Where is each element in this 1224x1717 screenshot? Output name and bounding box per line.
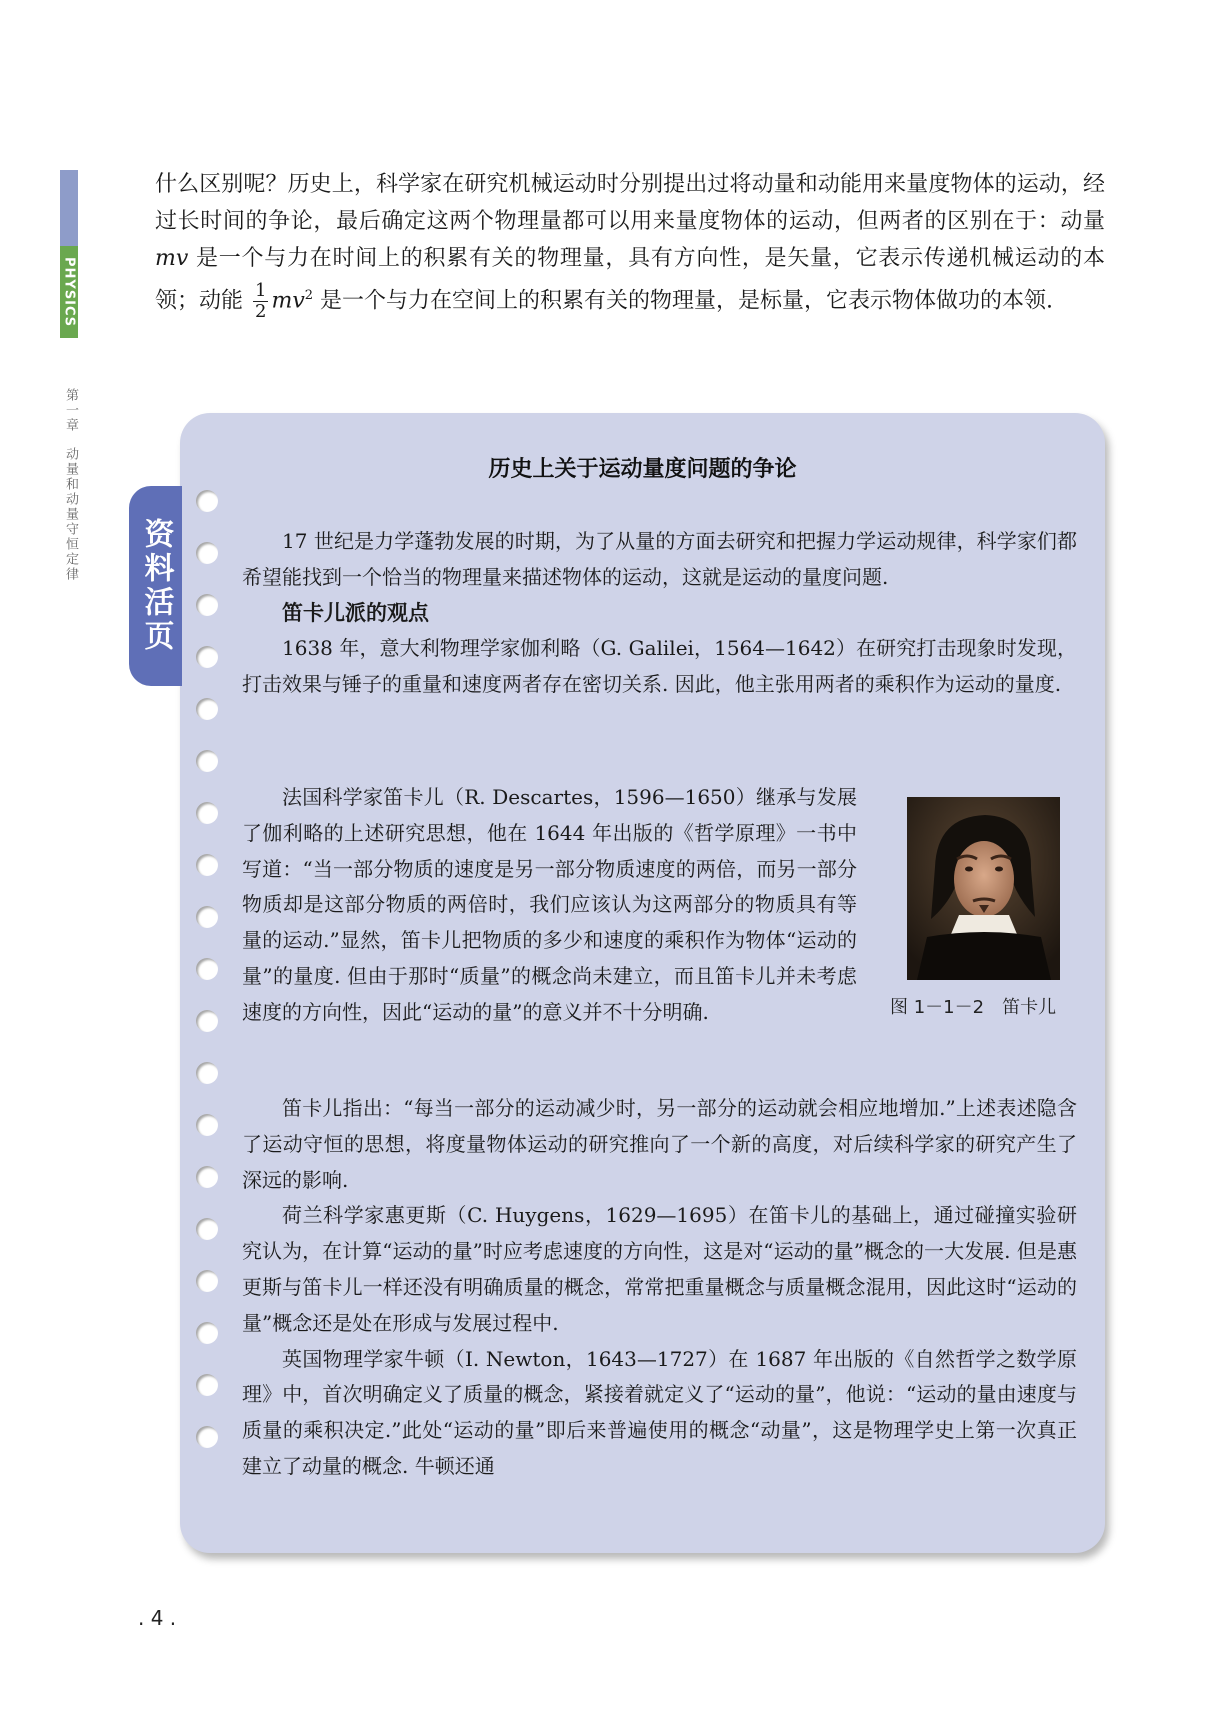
physics-label-block: [60, 246, 78, 338]
physics-label: PHYSICS: [61, 256, 77, 328]
binder-ring-icon: [196, 906, 218, 928]
binder-ring-icon: [196, 1322, 218, 1344]
fraction-numerator: 1: [255, 279, 267, 301]
info-box-body-bottom: [242, 1091, 1077, 1485]
info-box-tab-label: 资料活页: [138, 518, 174, 654]
binder-ring-icon: [196, 594, 218, 616]
descartes-portrait: [907, 797, 1060, 980]
binder-ring-icon: [196, 542, 218, 564]
binder-ring-icon: [196, 1010, 218, 1032]
intro-line2: 是一个与力在时间上的积累有关的物理量，具有方向性，是矢量，它表示传递机械运动的本领；动能: [155, 246, 1105, 314]
chapter-title: 动量和动量守恒定律: [63, 447, 78, 582]
info-box-tab: [129, 486, 182, 686]
intro-line3: 是一个与力在空间上的积累有关的物理量，是标量，它表示物体做功的本领.: [313, 288, 1054, 314]
fraction-denominator: 2: [255, 300, 267, 322]
paragraph-descartes: 法国科学家笛卡儿（R. Descartes，1596—1650）继承与发展了伽利略的上述研究思想，他在 1644 年出版的《哲学原理》一书中写道：“当一部分物质的速度是另一部分物质速度的两倍，而另一部分物质却是这部分物质的两倍时，我们应该认为这两部分的物质具有等量的运动.”显然，笛卡儿把物质的多少和速度的乘积作为物体“运动的量”的量度. 但由于那时“质量”的概念尚未建立，而且笛卡儿并未考虑速度的方向性，因此“运动的量”的意义并不十分明确.: [242, 785, 857, 1024]
figure-caption: 图 1－1－2 笛卡儿: [890, 997, 1057, 1018]
binder-ring-icon: [196, 802, 218, 824]
kinetic-energy-symbol: mv: [271, 288, 305, 314]
info-box-title: 历史上关于运动量度问题的争论: [488, 457, 797, 482]
paragraph-galilei: 1638 年，意大利物理学家伽利略（G. Galilei，1564—1642）在研究打击现象时发现，打击效果与锤子的重量和速度两者存在密切关系. 因此，他主张用两者的乘积作为运动的量度.: [242, 636, 1077, 697]
paragraph-17th-century: 17 世纪是力学蓬勃发展的时期，为了从量的方面去研究和把握力学运动规律，科学家们都希望能找到一个恰当的物理量来描述物体的运动，这就是运动的量度问题.: [242, 529, 1077, 589]
intro-paragraph: [155, 166, 1105, 322]
paragraph-newton: 英国物理学家牛顿（I. Newton，1643—1727）在 1687 年出版的《自然哲学之数学原理》中，首次明确定义了质量的概念，紧接着就定义了“运动的量”，他说：“运动的量由速度与质量的乘积决定.”此处“运动的量”即后来普遍使用的概念“动量”，这是物理学史上第一次真正建立了动量的概念. 牛顿还通: [242, 1346, 1077, 1478]
binder-ring-icon: [196, 1426, 218, 1448]
binder-ring-icon: [196, 958, 218, 980]
kinetic-energy-exponent: 2: [304, 288, 314, 303]
binder-ring-icon: [196, 1218, 218, 1240]
binder-ring-icon: [196, 490, 218, 512]
physics-side-tab: [60, 170, 78, 338]
binder-ring-icon: [196, 1270, 218, 1292]
page-number: . 4 .: [138, 1606, 177, 1630]
chapter-label: [60, 388, 80, 582]
subheading-descartes-view: 笛卡儿派的观点: [282, 600, 429, 625]
binder-ring-icon: [196, 750, 218, 772]
info-box-body-top: [242, 524, 1077, 703]
paragraph-huygens: 荷兰科学家惠更斯（C. Huygens，1629—1695）在笛卡儿的基础上，通过碰撞实验研究认为，在计算“运动的量”时应考虑速度的方向性，这是对“运动的量”概念的一大发展. 但是惠更斯与笛卡儿一样还没有明确质量的概念，常常把重量概念与质量概念混用，因此这时“运动的量”概念还是处在形成与发展过程中.: [242, 1203, 1077, 1335]
binder-ring-icon: [196, 854, 218, 876]
binder-ring-icon: [196, 1166, 218, 1188]
momentum-symbol: mv: [155, 246, 189, 271]
binder-ring-icon: [196, 698, 218, 720]
binder-ring-icon: [196, 1114, 218, 1136]
binder-ring-icon: [196, 646, 218, 668]
intro-line1: 什么区别呢？历史上，科学家在研究机械运动时分别提出过将动量和动能用来量度物体的运动，经过长时间的争论，最后确定这两个物理量都可以用来量度物体的运动，但两者的区别在于：动量: [155, 172, 1105, 234]
paragraph-descartes-conservation: 笛卡儿指出：“每当一部分的运动减少时，另一部分的运动就会相应地增加.”上述表述隐含了运动守恒的思想，将度量物体运动的研究推向了一个新的高度，对后续科学家的研究产生了深远的影响.: [242, 1096, 1077, 1192]
half-fraction: [253, 281, 268, 322]
binder-ring-icon: [196, 1374, 218, 1396]
chapter-number: 第一章: [63, 388, 78, 433]
binder-ring-icon: [196, 1062, 218, 1084]
portrait-image: [907, 797, 1060, 980]
